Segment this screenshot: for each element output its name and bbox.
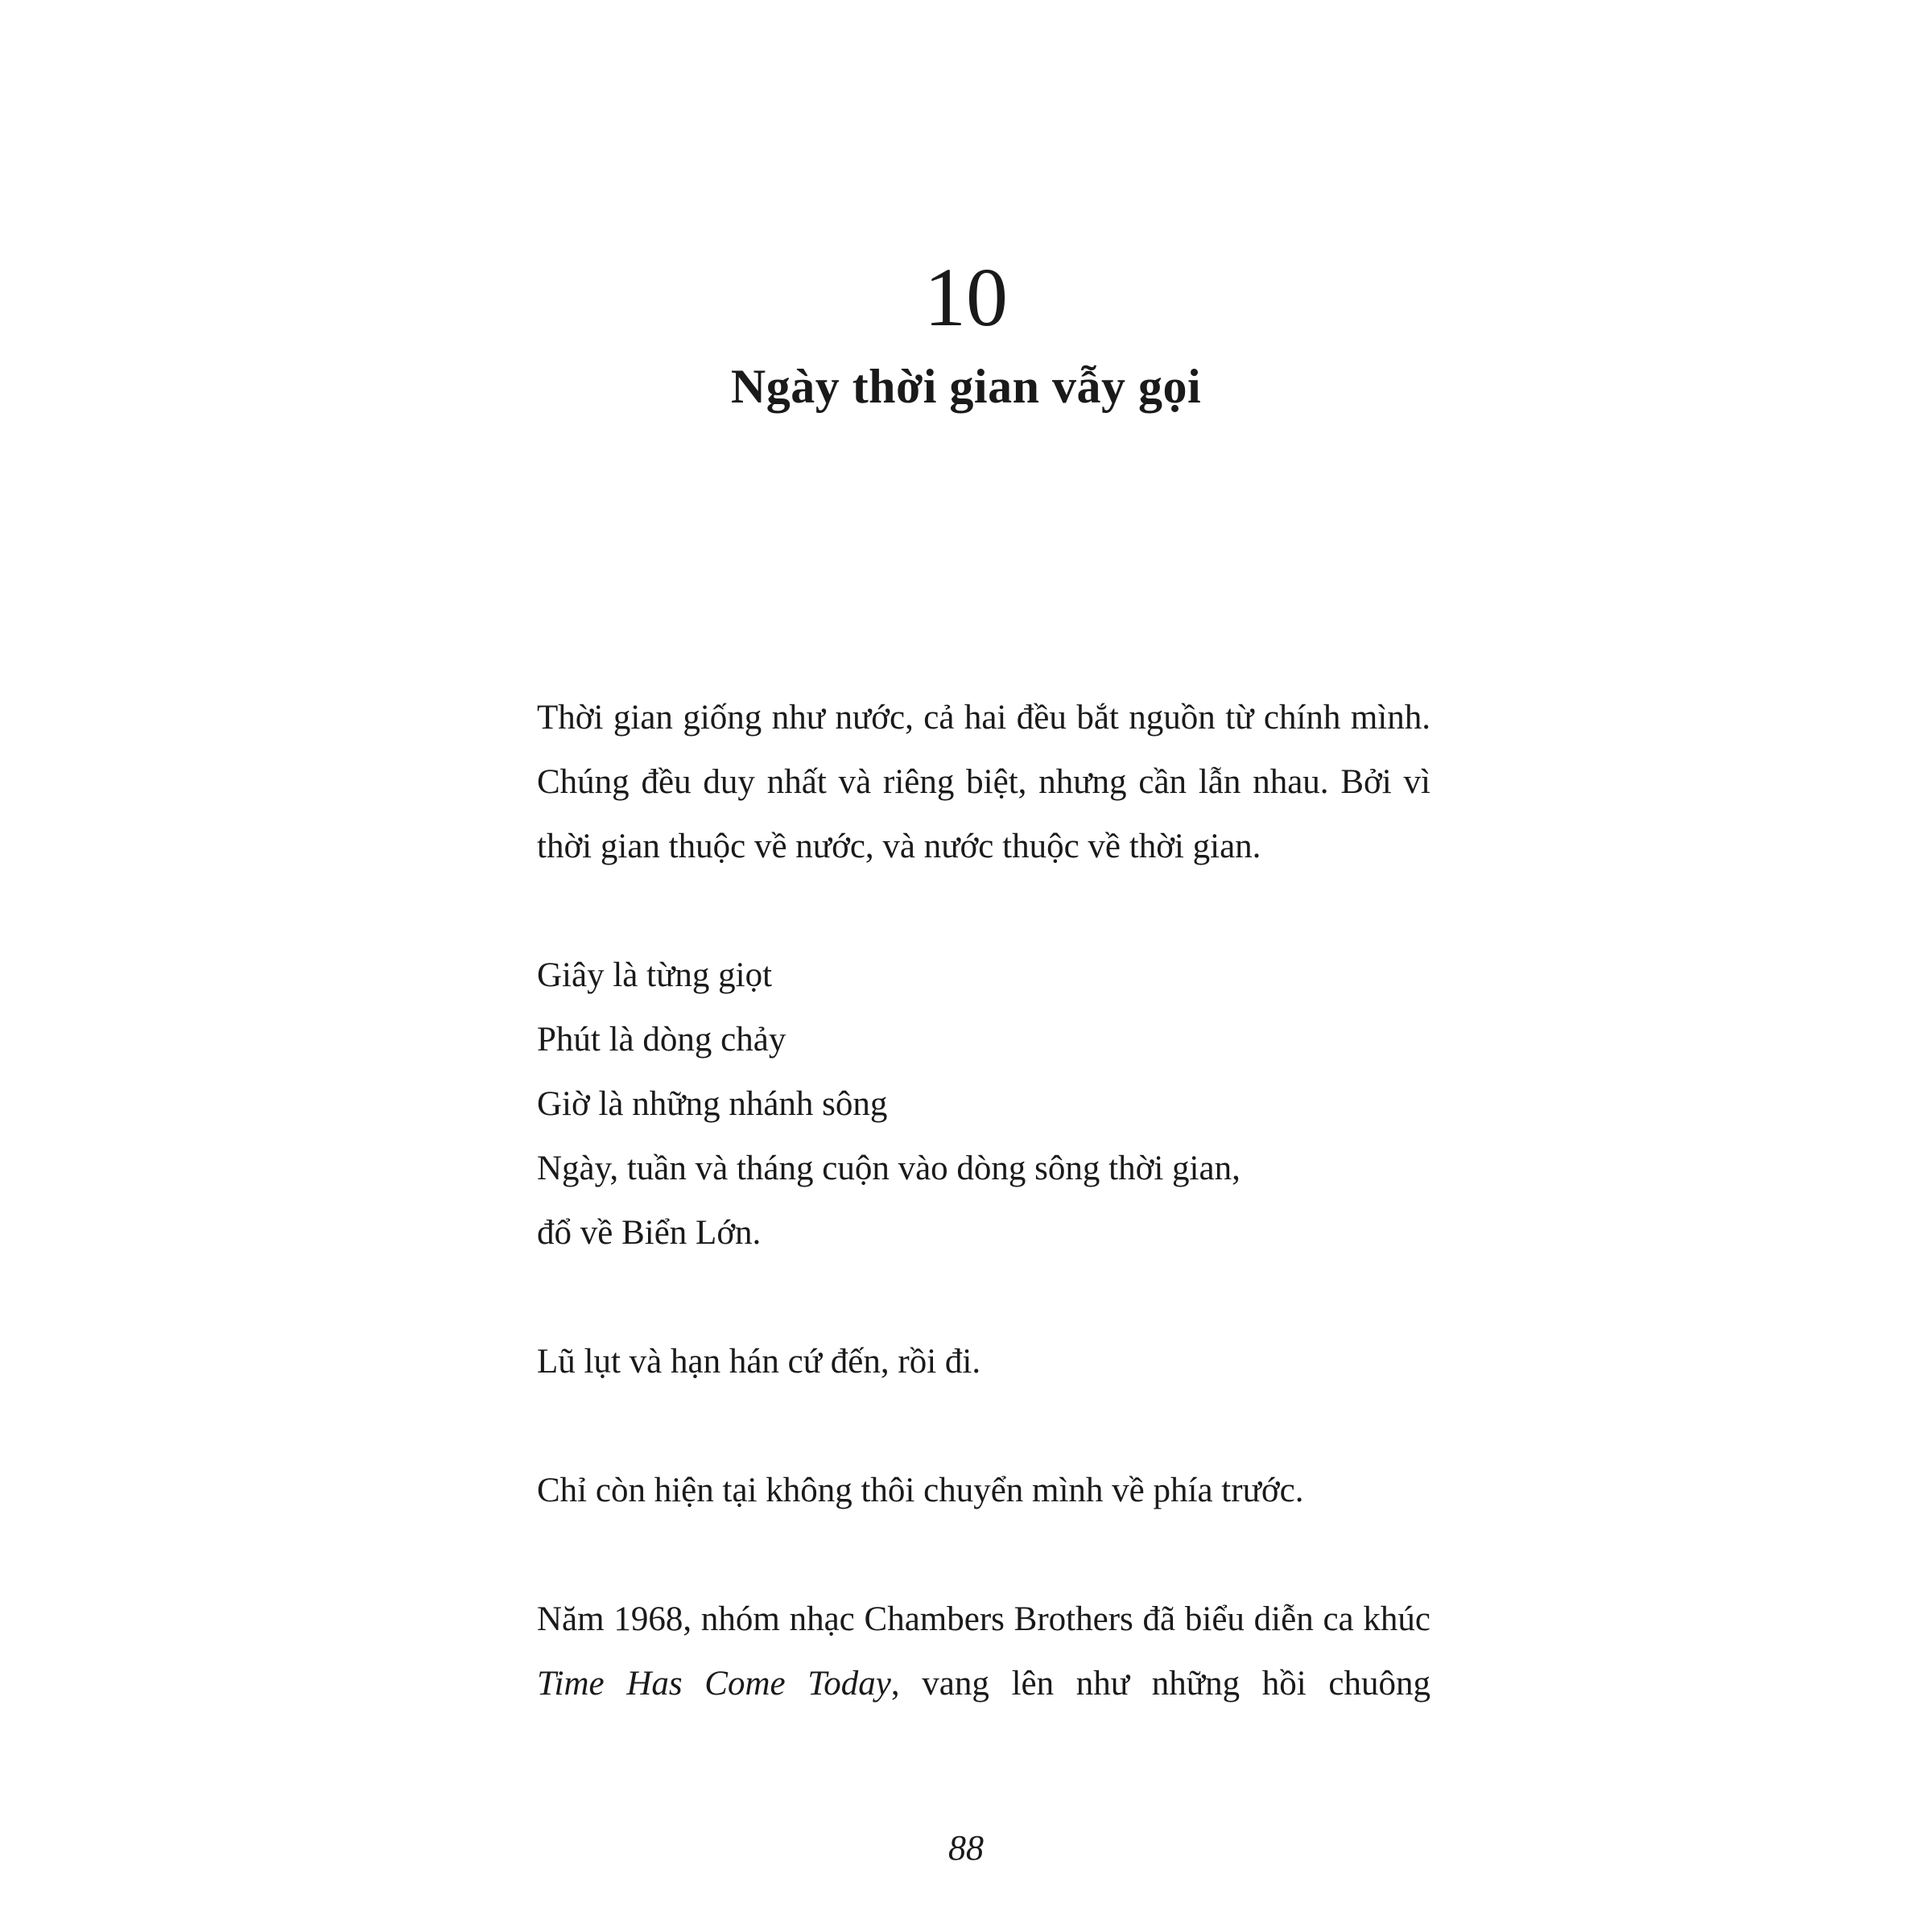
poem-stanza	[537, 943, 1430, 1265]
poem-line: Giờ là những nhánh sông	[537, 1085, 888, 1123]
page-number: 88	[948, 1828, 984, 1868]
paragraph-time-like-water: Thời gian giống như nước, cả hai đều bắt nguồn từ chính mình. Chúng đều duy nhất và riêng biệt, nhưng cần lẫn nhau. Bởi vì thời gian thuộc về nước, và nước thuộc về thời gian.	[537, 699, 1430, 865]
paragraph-present-moving: Chỉ còn hiện tại không thôi chuyển mình về phía trước.	[537, 1472, 1304, 1509]
chapter-number: 10	[924, 251, 1008, 344]
poem-line: Phút là dòng chảy	[537, 1021, 786, 1059]
paragraph-text-before-song: Năm 1968, nhóm nhạc Chambers Brothers đã biểu diễn ca khúc	[537, 1600, 1430, 1638]
poem-line: đổ về Biển Lớn.	[537, 1214, 762, 1252]
chapter-title: Ngày thời gian vẫy gọi	[730, 360, 1202, 413]
paragraph-floods-droughts: Lũ lụt và hạn hán cứ đến, rồi đi.	[537, 1343, 981, 1381]
chapter-body	[537, 686, 1430, 1716]
song-title: Time Has Come Today	[537, 1665, 891, 1703]
poem-line: Ngày, tuần và tháng cuộn vào dòng sông thời gian,	[537, 1150, 1241, 1187]
paragraph-chambers-brothers	[537, 1587, 1430, 1716]
paragraph-text-after-song: , vang lên như những hồi chuông	[890, 1665, 1430, 1703]
poem-line: Giây là từng giọt	[537, 956, 773, 994]
